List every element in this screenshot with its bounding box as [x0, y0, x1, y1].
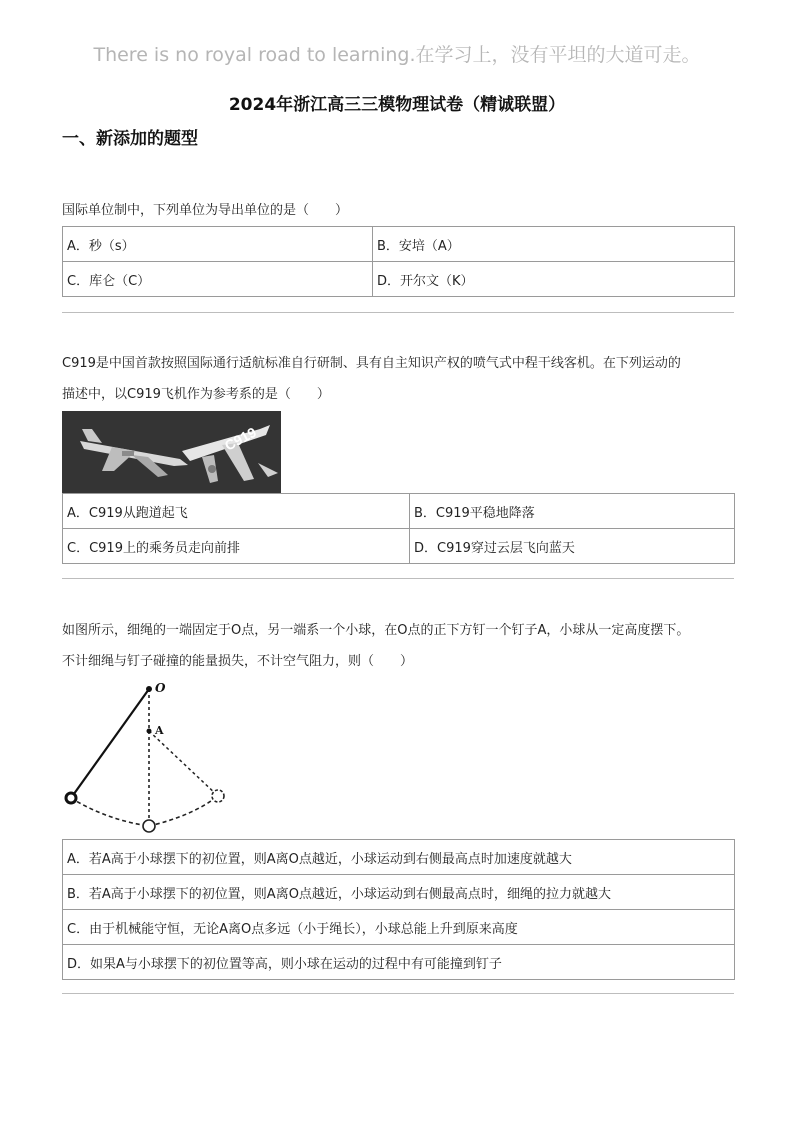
question-3-option-d[interactable]: D．如果A与小球摆下的初位置等高，则小球在运动的过程中有可能撞到钉子 — [63, 945, 735, 980]
question-3-option-a[interactable]: A．若A高于小球摆下的初位置，则A离O点越近，小球运动到右侧最高点时加速度就越大 — [63, 840, 735, 875]
question-3-stem-line-2: 不计细绳与钉子碰撞的能量损失，不计空气阻力，则（ ） — [62, 654, 414, 669]
aircraft-label: C919 — [221, 423, 259, 454]
question-2-option-d[interactable]: D．C919穿过云层飞向蓝天 — [410, 529, 735, 564]
question-3-options — [62, 839, 735, 980]
question-2-option-a[interactable]: A．C919从跑道起飞 — [63, 494, 410, 529]
photo-texture — [62, 411, 281, 493]
question-2-option-b[interactable]: B．C919平稳地降落 — [410, 494, 735, 529]
label-o: O — [155, 681, 166, 695]
question-3-stem-line-1: 如图所示，细绳的一端固定于O点，另一端系一个小球，在O点的正下方钉一个钉子A，小球从一定高度摆下。 — [62, 623, 690, 638]
question-2-stem-line-1: C919是中国首款按照国际通行适航标准自行研制、具有自主知识产权的喷气式中程干线客机。在下列运动的 — [62, 356, 681, 371]
c919-aircraft-photo — [62, 411, 281, 493]
swing-arc-left — [71, 798, 149, 826]
ball-right — [212, 790, 224, 802]
label-a: A — [155, 724, 164, 737]
pivot-point-o — [146, 686, 152, 692]
question-1-options — [62, 226, 735, 297]
question-2-option-c[interactable]: C．C919上的乘务员走向前排 — [63, 529, 410, 564]
nail-point-a — [147, 729, 152, 734]
ball-bottom — [143, 820, 155, 832]
question-divider — [62, 578, 734, 579]
document-title: 2024年浙江高三三模物理试卷（精诚联盟） — [228, 95, 566, 115]
question-1-option-a[interactable]: A．秒（s） — [63, 227, 373, 262]
question-1-stem: 国际单位制中，下列单位为导出单位的是（ ） — [62, 203, 349, 218]
dashed-string-right — [149, 731, 218, 796]
pendulum-diagram — [62, 680, 232, 838]
question-1-option-c[interactable]: C．库仑（C） — [63, 262, 373, 297]
question-1-option-b[interactable]: B．安培（A） — [373, 227, 735, 262]
question-3-option-c[interactable]: C．由于机械能守恒，无论A离O点多远（小于绳长），小球总能上升到原来高度 — [63, 910, 735, 945]
question-3-option-b[interactable]: B．若A高于小球摆下的初位置，则A离O点越近，小球运动到右侧最高点时，细绳的拉力就越大 — [63, 875, 735, 910]
question-1-option-d[interactable]: D．开尔文（K） — [373, 262, 735, 297]
pendulum-string — [71, 689, 149, 798]
question-divider — [62, 312, 734, 313]
section-heading: 一、新添加的题型 — [62, 129, 198, 149]
ball-initial — [66, 793, 76, 803]
swing-arc-right — [149, 796, 218, 826]
question-divider — [62, 993, 734, 994]
question-2-options — [62, 493, 735, 564]
header-motto: There is no royal road to learning.在学习上，没有平坦的大道可走。 — [93, 44, 701, 66]
question-2-stem-line-2: 描述中，以C919飞机作为参考系的是（ ） — [62, 387, 330, 402]
